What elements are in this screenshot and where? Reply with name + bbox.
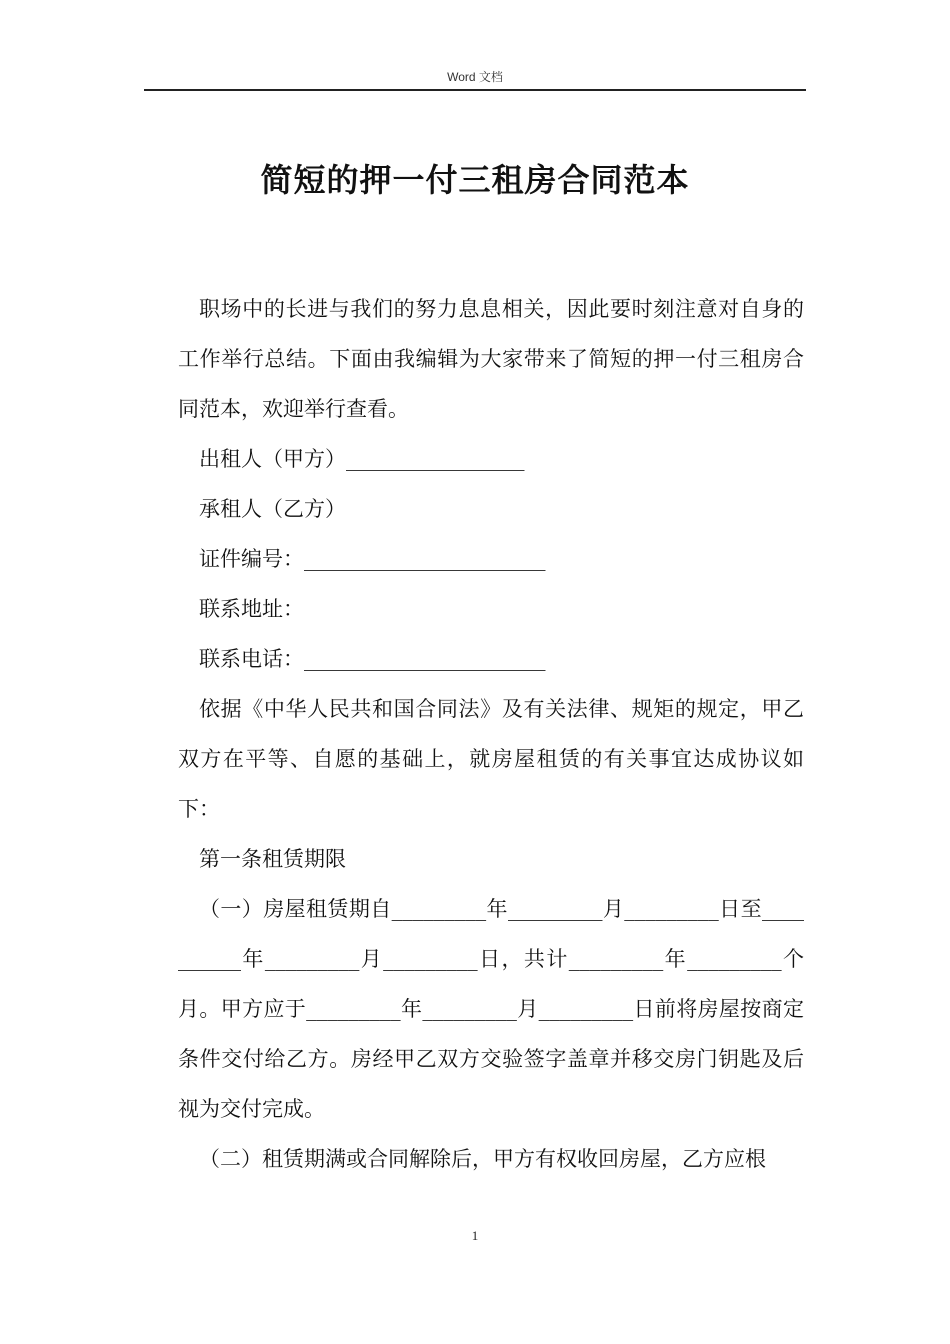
paragraph-legal-basis: 依据《中华人民共和国合同法》及有关法律、规矩的规定，甲乙双方在平等、自愿的基础上，就房屋租赁的有关事宜达成协议如下：: [178, 697, 804, 821]
paragraph-article-1-clause-2: （二）租赁期满或合同解除后，甲方有权收回房屋，乙方应根: [199, 1147, 766, 1171]
page-header: [144, 66, 806, 91]
paragraph-lessor: 出租人（甲方）_________________: [199, 447, 525, 471]
paragraph-id-number: 证件编号：_______________________: [199, 547, 546, 571]
header-label: Word 文档: [447, 70, 503, 84]
paragraph-lessee: 承租人（乙方）: [199, 497, 346, 521]
document-title: 简短的押一付三租房合同范本: [260, 161, 690, 199]
paragraph-intro: 职场中的长进与我们的努力息息相关，因此要时刻注意对自身的工作举行总结。下面由我编辑为大家带来了简短的押一付三租房合同范本，欢迎举行查看。: [178, 297, 804, 421]
paragraph-address: 联系地址：: [199, 597, 304, 621]
page-number: 1: [471, 1228, 479, 1243]
paragraph-article-1-heading: 第一条租赁期限: [199, 847, 346, 871]
document-body: [178, 284, 804, 1184]
paragraph-article-1-clause-1: （一）房屋租赁期自_________年_________月_________日至__________年_________月_________日，共计_________年_________个月。甲方应于_________年_________月_________日前将房屋按商定条件交付给乙方。房经甲乙双方交验签字盖章并移交房门钥匙及后视为交付完成。: [178, 897, 804, 1121]
paragraph-phone: 联系电话：_______________________: [199, 647, 546, 671]
